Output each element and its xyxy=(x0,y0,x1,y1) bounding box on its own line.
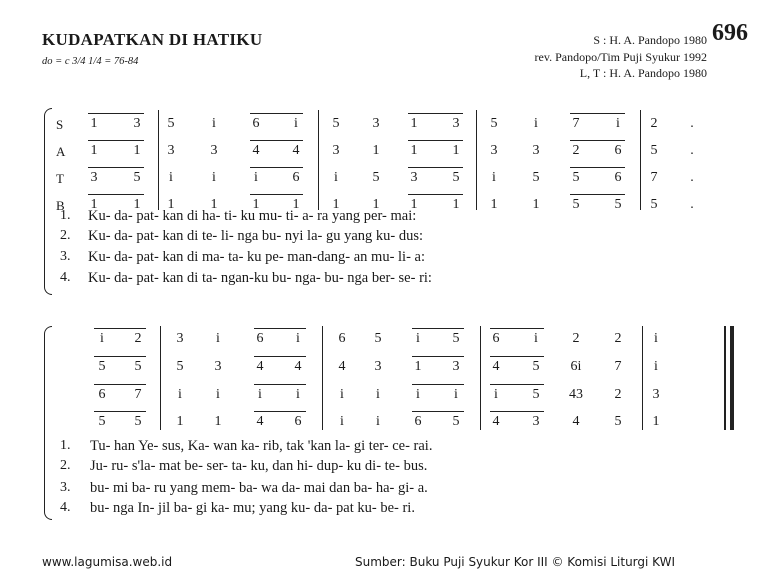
beam xyxy=(94,328,146,329)
note: 5 xyxy=(167,116,175,131)
note: i xyxy=(416,387,420,402)
note: 4 xyxy=(252,143,260,158)
note: 6 xyxy=(614,170,622,185)
beam xyxy=(254,356,306,357)
note: i xyxy=(454,387,458,402)
note: 3 xyxy=(532,143,540,158)
lyric-line: bu- nga In- jil ba- gi ka- mu; yang ku- da- pat ku- be- ri. xyxy=(90,500,415,516)
note: 5 xyxy=(614,414,622,429)
note: 1 xyxy=(490,197,498,212)
note: i xyxy=(376,414,380,429)
note: 5 xyxy=(572,197,580,212)
note: i xyxy=(100,331,104,346)
note: 1 xyxy=(332,197,340,212)
barline xyxy=(640,110,641,210)
beam xyxy=(250,140,303,141)
note: 3 xyxy=(652,387,660,402)
beam xyxy=(490,384,544,385)
note: 4 xyxy=(338,359,346,374)
note: 1 xyxy=(410,143,418,158)
beam xyxy=(88,194,144,195)
note: 3 xyxy=(410,170,418,185)
note: i xyxy=(334,170,338,185)
note: 1 xyxy=(452,197,460,212)
note: 1 xyxy=(652,414,660,429)
note: 3 xyxy=(214,359,222,374)
note: 3 xyxy=(176,331,184,346)
end-barline xyxy=(730,326,734,430)
note: 1 xyxy=(532,197,540,212)
note: 3 xyxy=(133,116,141,131)
note: 1 xyxy=(410,197,418,212)
beam xyxy=(88,167,144,168)
note: 3 xyxy=(332,143,340,158)
note: 5 xyxy=(614,197,622,212)
note: 1 xyxy=(133,197,141,212)
beam xyxy=(570,167,625,168)
note: 3 xyxy=(167,143,175,158)
credits xyxy=(535,32,707,82)
note: i xyxy=(654,359,658,374)
note: 5 xyxy=(332,116,340,131)
note: 1 xyxy=(410,116,418,131)
note: . xyxy=(690,116,694,131)
note: 3 xyxy=(452,116,460,131)
note: i xyxy=(169,170,173,185)
lyric-number: 1. xyxy=(60,208,71,223)
note: i xyxy=(258,387,262,402)
beam xyxy=(250,167,303,168)
beam xyxy=(88,113,144,114)
note: 4 xyxy=(256,414,264,429)
lyric-line: Ku- da- pat- kan di ha- ti- ku mu- ti- a- ra yang per- mai: xyxy=(88,208,417,224)
beam xyxy=(94,384,146,385)
note: . xyxy=(690,143,694,158)
beam xyxy=(254,328,306,329)
note: 4 xyxy=(492,414,500,429)
note: 6 xyxy=(98,387,106,402)
note: 5 xyxy=(452,331,460,346)
note: i xyxy=(296,387,300,402)
beam xyxy=(94,356,146,357)
lyric-line: Ju- ru- s'la- mat be- ser- ta- ku, dan hi- dup- ku di- te- bus. xyxy=(90,458,428,474)
beam xyxy=(490,328,544,329)
voice-label: B xyxy=(56,198,65,213)
beam xyxy=(254,411,306,412)
beam xyxy=(412,328,464,329)
note: 5 xyxy=(133,170,141,185)
barline xyxy=(642,326,643,430)
note: i xyxy=(216,387,220,402)
voice-label: A xyxy=(56,144,66,159)
beam xyxy=(408,140,463,141)
beam xyxy=(250,113,303,114)
lyric-number: 4. xyxy=(60,270,71,285)
note: 5 xyxy=(134,414,142,429)
note: 3 xyxy=(490,143,498,158)
note: 6 xyxy=(492,331,500,346)
barline xyxy=(160,326,161,430)
note: 5 xyxy=(650,143,658,158)
footer-site: www.lagumisa.web.id xyxy=(42,555,173,569)
note: 2 xyxy=(614,331,622,346)
credit-line: rev. Pandopo/Tim Puji Syukur 1992 xyxy=(534,49,707,64)
note: 6 xyxy=(414,414,422,429)
note: i xyxy=(340,414,344,429)
note: 5 xyxy=(98,414,106,429)
song-title: KUDAPATKAN DI HATIKU xyxy=(42,30,263,49)
beam xyxy=(250,194,303,195)
note: 1 xyxy=(90,197,98,212)
note: 6 xyxy=(294,414,302,429)
note: 5 xyxy=(98,359,106,374)
beam xyxy=(94,411,146,412)
note: i xyxy=(616,116,620,131)
voice-label: T xyxy=(56,171,64,186)
note: 6 xyxy=(292,170,300,185)
note: 5 xyxy=(372,170,380,185)
note: i xyxy=(340,387,344,402)
note: 3 xyxy=(452,359,460,374)
beam xyxy=(490,356,544,357)
note: 3 xyxy=(90,170,98,185)
note: 1 xyxy=(133,143,141,158)
note: i xyxy=(376,387,380,402)
beam xyxy=(490,411,544,412)
note: 5 xyxy=(134,359,142,374)
hymn-number: 696 xyxy=(712,20,748,46)
beam xyxy=(254,384,306,385)
note: 7 xyxy=(650,170,658,185)
note: 7 xyxy=(134,387,142,402)
barline xyxy=(322,326,323,430)
beam xyxy=(408,194,463,195)
note: i xyxy=(178,387,182,402)
note: 5 xyxy=(532,170,540,185)
beam xyxy=(412,356,464,357)
note: 3 xyxy=(372,116,380,131)
note: 1 xyxy=(372,143,380,158)
note: 5 xyxy=(650,197,658,212)
lyric-number: 1. xyxy=(60,438,71,453)
note: i xyxy=(492,170,496,185)
beam xyxy=(88,140,144,141)
note: 1 xyxy=(90,143,98,158)
lyric-number: 3. xyxy=(60,249,71,264)
lyric-line: Ku- da- pat- kan di te- li- nga bu- nyi la- gu yang ku- dus: xyxy=(88,228,424,244)
note: 2 xyxy=(572,143,580,158)
note: 4 xyxy=(294,359,302,374)
note: 6 xyxy=(252,116,260,131)
lyric-line: bu- mi ba- ru yang mem- ba- wa da- mai dan ba- ha- gi- a. xyxy=(90,480,428,496)
note: 1 xyxy=(452,143,460,158)
note: 1 xyxy=(90,116,98,131)
end-barline xyxy=(724,326,726,430)
note: 7 xyxy=(572,116,580,131)
beam xyxy=(570,113,625,114)
note: 1 xyxy=(167,197,175,212)
credit-line: L, T : H. A. Pandopo 1980 xyxy=(579,66,707,80)
note: 4 xyxy=(292,143,300,158)
note: 2 xyxy=(134,331,142,346)
system-brace xyxy=(44,108,52,295)
note: 5 xyxy=(452,414,460,429)
beam xyxy=(408,113,463,114)
lyric-line: Ku- da- pat- kan di ta- ngan-ku bu- nga- bu- nga ber- se- ri: xyxy=(88,270,432,286)
note: i xyxy=(212,116,216,131)
tempo-marking: do = c 3/4 1/4 = 76-84 xyxy=(42,56,139,67)
beam xyxy=(570,194,625,195)
note: 6 xyxy=(338,331,346,346)
lyric-number: 3. xyxy=(60,480,71,495)
lyric-line: Tu- han Ye- sus, Ka- wan ka- rib, tak 'kan la- gi ter- ce- rai. xyxy=(90,438,433,454)
note: 2 xyxy=(614,387,622,402)
lyric-number: 2. xyxy=(60,228,71,243)
note: i xyxy=(212,170,216,185)
note: 6 xyxy=(614,143,622,158)
note: 5 xyxy=(532,359,540,374)
note: i xyxy=(534,116,538,131)
note: 6i xyxy=(570,359,582,374)
barline xyxy=(158,110,159,210)
beam xyxy=(412,411,464,412)
note: 1 xyxy=(292,197,300,212)
lyric-number: 2. xyxy=(60,458,71,473)
note: i xyxy=(216,331,220,346)
note: 1 xyxy=(372,197,380,212)
credit-line: S : H. A. Pandopo 1980 xyxy=(593,33,707,47)
note: 5 xyxy=(572,170,580,185)
note: i xyxy=(254,170,258,185)
note: 1 xyxy=(214,414,222,429)
voice-label: S xyxy=(56,117,64,132)
lyric-line: Ku- da- pat- kan di ma- ta- ku pe- man-dang- an mu- li- a: xyxy=(88,249,425,265)
note: 3 xyxy=(532,414,540,429)
note: 1 xyxy=(210,197,218,212)
barline xyxy=(476,110,477,210)
note: 7 xyxy=(614,359,622,374)
note: . xyxy=(690,170,694,185)
note: 5 xyxy=(374,331,382,346)
note: i xyxy=(296,331,300,346)
note: 2 xyxy=(650,116,658,131)
note: 5 xyxy=(532,387,540,402)
note: 6 xyxy=(256,331,264,346)
lyric-number: 4. xyxy=(60,500,71,515)
footer-source: Sumber: Buku Puji Syukur Kor III © Komisi Liturgi KWI xyxy=(355,555,676,569)
note: 43 xyxy=(569,387,583,402)
note: i xyxy=(654,331,658,346)
beam xyxy=(570,140,625,141)
note: 1 xyxy=(252,197,260,212)
note: 4 xyxy=(256,359,264,374)
note: 2 xyxy=(572,331,580,346)
note: 1 xyxy=(176,414,184,429)
note: 5 xyxy=(452,170,460,185)
note: 5 xyxy=(490,116,498,131)
note: 3 xyxy=(374,359,382,374)
barline xyxy=(318,110,319,210)
beam xyxy=(412,384,464,385)
note: 3 xyxy=(210,143,218,158)
note: i xyxy=(494,387,498,402)
note: 4 xyxy=(572,414,580,429)
system-brace xyxy=(44,326,52,520)
note: . xyxy=(690,197,694,212)
note: 4 xyxy=(492,359,500,374)
note: i xyxy=(416,331,420,346)
barline xyxy=(480,326,481,430)
note: 5 xyxy=(176,359,184,374)
note: 1 xyxy=(414,359,422,374)
note: i xyxy=(294,116,298,131)
note: i xyxy=(534,331,538,346)
beam xyxy=(408,167,463,168)
